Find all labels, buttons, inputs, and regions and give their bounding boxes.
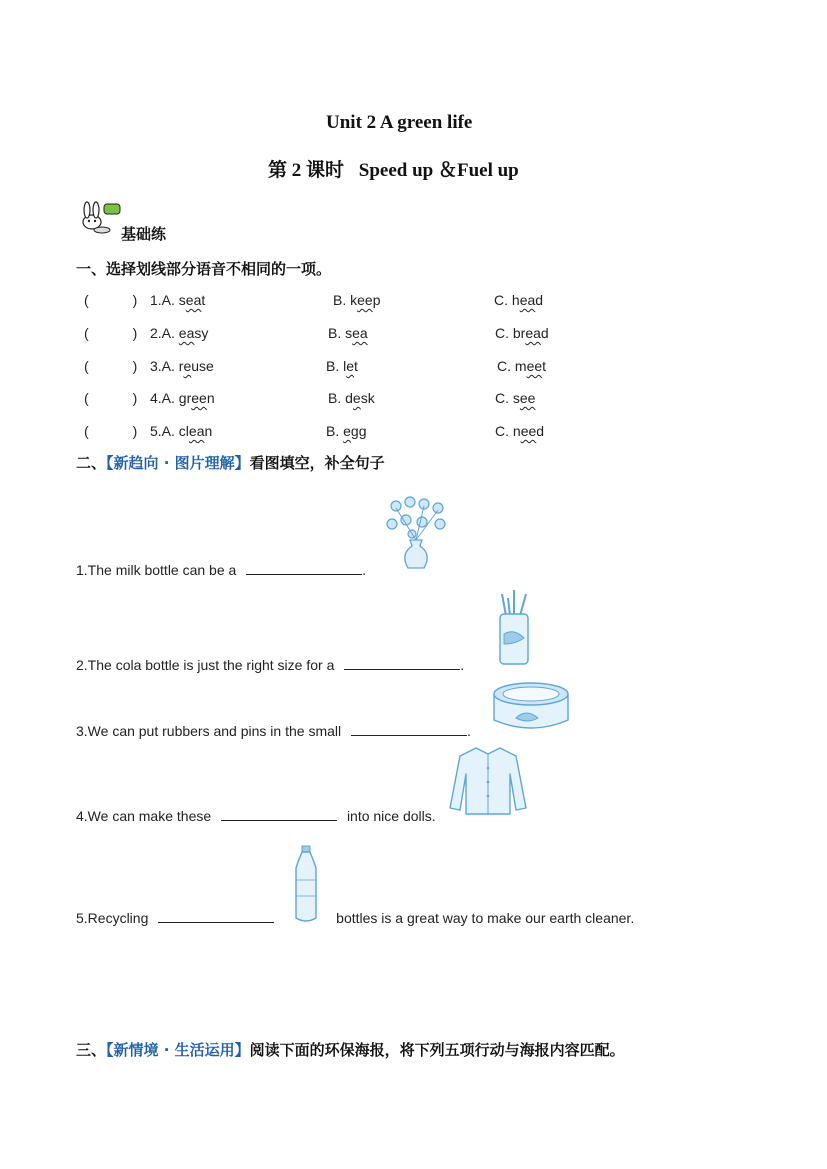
lesson-name: Speed up ＆Fuel up <box>358 160 519 181</box>
option-a: 2.A. easy <box>150 325 209 341</box>
question-2-1: 1.The milk bottle can be a . <box>76 562 367 578</box>
section3-title: 阅读下面的环保海报，将下列五项行动与海报内容匹配。 <box>249 1041 625 1059</box>
question-2-4: 4.We can make these into nice dolls. <box>76 808 436 824</box>
page-title: Unit 2 A green life <box>326 112 473 133</box>
blank-2-2[interactable] <box>344 655 460 670</box>
option-c: C. bread <box>495 325 549 341</box>
pen-holder-icon <box>496 588 536 668</box>
section2-tag: 【新趋向 · 图片理解】 <box>106 454 250 472</box>
option-b: B. desk <box>328 390 375 406</box>
section2-title: 看图填空，补全句子 <box>249 454 385 472</box>
question-2-5: 5.Recycling bottles is a great way to make our earth cleaner. <box>76 910 635 926</box>
answer-bracket[interactable]: ( ) <box>84 292 138 308</box>
blank-2-1[interactable] <box>246 560 362 575</box>
section1-heading: 一、选择划线部分语音不相同的一项。 <box>76 260 332 278</box>
tin-box-icon <box>490 678 572 734</box>
section3-tag: 【新情境 · 生活运用】 <box>106 1041 250 1059</box>
option-b: B. egg <box>326 423 367 439</box>
option-a: 3.A. reuse <box>150 358 214 374</box>
option-a: 5.A. clean <box>150 423 213 439</box>
option-b: B. sea <box>328 325 368 341</box>
lesson-subtitle <box>268 155 519 182</box>
answer-bracket[interactable]: ( ) <box>84 423 138 439</box>
option-a: 1.A. seat <box>150 292 206 308</box>
badge-label: 基础练 <box>121 225 167 243</box>
answer-bracket[interactable]: ( ) <box>84 358 138 374</box>
question-2-3: 3.We can put rubbers and pins in the small . <box>76 723 471 739</box>
option-c: C. meet <box>497 358 547 374</box>
option-c: C. head <box>494 292 544 308</box>
flower-vase-icon <box>382 494 454 574</box>
shirt-icon <box>448 744 528 816</box>
answer-bracket[interactable]: ( ) <box>84 390 138 406</box>
option-c: C. see <box>495 390 536 406</box>
option-a: 4.A. green <box>150 390 215 406</box>
answer-bracket[interactable]: ( ) <box>84 325 138 341</box>
section2-prefix: 二、 <box>76 454 107 472</box>
blank-2-3[interactable] <box>351 721 467 736</box>
option-c: C. need <box>495 423 545 439</box>
option-b: B. let <box>326 358 358 374</box>
bunny-badge-icon <box>76 202 122 234</box>
blank-2-4[interactable] <box>221 806 337 821</box>
option-b: B. keep <box>333 292 381 308</box>
section2-heading <box>76 452 385 473</box>
question-2-2: 2.The cola bottle is just the right size for a . <box>76 657 465 673</box>
lesson-number: 第 2 课时 <box>268 160 345 181</box>
section3-prefix: 三、 <box>76 1041 107 1059</box>
section3-heading <box>76 1039 625 1060</box>
blank-2-5[interactable] <box>158 908 274 923</box>
